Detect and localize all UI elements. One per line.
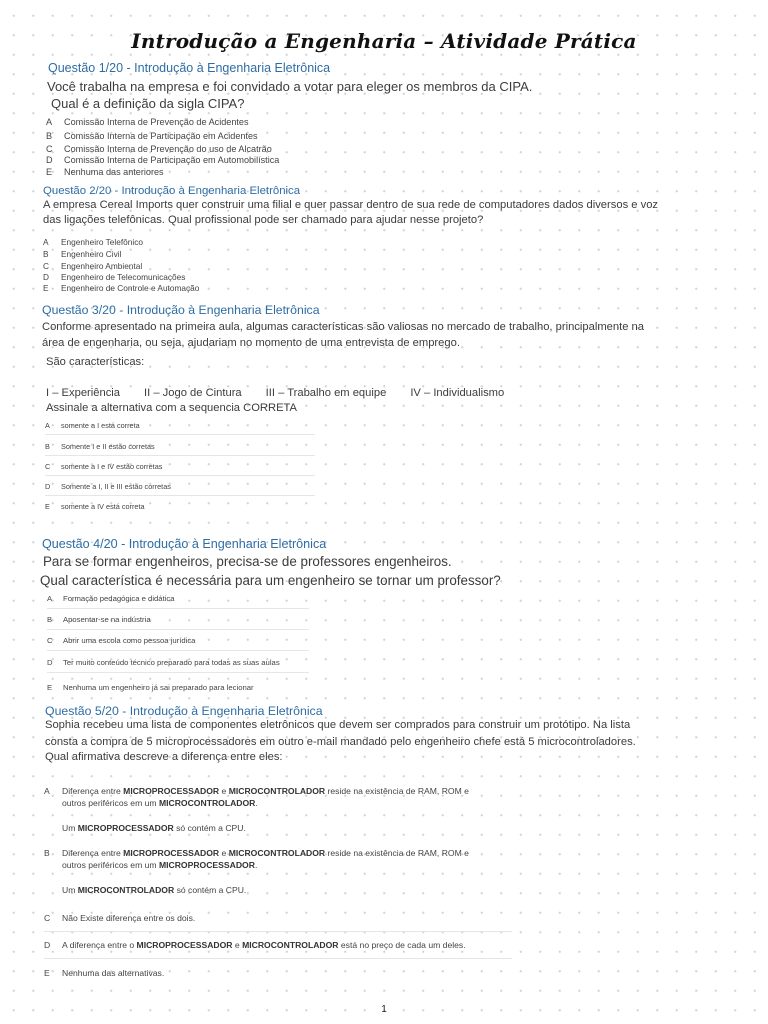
option-text: Comissão Interna de Prevenção do uso de Alcatrão [64,144,272,154]
question-1-header: Questão 1/20 - Introdução à Engenharia Eletrônica [48,61,331,75]
question-1-option-a[interactable] [46,117,249,127]
option-letter: C [43,261,49,271]
option-letter: B [46,131,53,141]
question-5-option-b-letter: B [44,848,50,858]
option-letter: A [45,421,50,430]
question-5-option-a-letter: A [44,786,50,796]
option-letter: C [44,913,51,923]
option-letter: C [47,636,53,645]
option-text: Somente a I, II e III estão corretas [61,482,171,491]
option-text: Nenhuma das anteriores [64,167,164,177]
option-letter: A [46,117,53,127]
item: III – Trabalho em equipe [265,387,387,399]
option-letter: C [45,462,51,471]
option-text: Nenhuma um engenheiro já sai preparado para lecionar [63,683,254,692]
option-text: Comissão Interna de Prevenção de Acidentes [64,117,249,127]
question-4-header: Questão 4/20 - Introdução à Engenharia Eletrônica [42,537,327,551]
question-5-text: Qual afirmativa descreve a diferença entre eles: [45,751,283,763]
item: IV – Individualismo [410,387,505,399]
option-line: outros periféricos em um MICROPROCESSADOR. [62,859,258,870]
question-2-option-a[interactable] [43,237,143,247]
question-2-text: das ligações telefônicas. Qual profissional pode ser chamado para ajudar nesse projeto? [43,214,484,226]
option-letter: B [43,249,49,259]
page-number: 1 [381,1004,387,1015]
option-text: Nenhuma das alternativas. [62,968,165,978]
question-5-option-b[interactable] [62,848,522,897]
question-1-text: Qual é a definição da sigla CIPA? [51,96,245,111]
option-text: Engenheiro de Controle e Automação [61,283,200,293]
question-3-option-d[interactable] [45,482,315,496]
question-3-option-e[interactable] [45,502,315,511]
option-letter: E [47,683,53,692]
question-5-text: consta a compra de 5 microprocessadores em outro e-mail mandado pelo engenheiro chefe está 5 microcontroladores. [45,736,636,748]
option-letter: D [46,155,53,165]
option-text: somente a I está correta [61,421,140,430]
question-1-option-c[interactable] [46,144,272,154]
option-line: outros periféricos em um MICROCONTROLADOR. [62,797,258,808]
option-line: Um MICROCONTROLADOR só contém a CPU. [62,885,247,895]
question-2-option-e[interactable] [43,283,199,293]
question-4-option-e[interactable] [47,683,309,692]
question-3-instruction: Assinale a alternativa com a sequencia CORRETA [46,402,298,414]
option-letter: C [46,144,53,154]
option-text: Formação pedagógica e didática [63,594,175,603]
option-text: Engenheiro de Telecomunicações [61,272,186,282]
option-text: Engenheiro Ambiental [61,261,143,271]
option-text: Engenheiro Telefônico [61,237,143,247]
question-5-option-c[interactable] [44,913,512,932]
question-4-option-d[interactable] [47,658,309,673]
question-3-items [46,387,528,399]
question-3-option-b[interactable] [45,442,315,456]
option-letter: D [43,272,49,282]
question-5-text: Sophia recebeu uma lista de componentes eletrônicos que devem ser comprados para construir um protótipo. Na lista [45,719,631,731]
question-4-option-a[interactable] [47,594,309,609]
question-3-text: Conforme apresentado na primeira aula, algumas características são valiosas no mercado de trabalho, principalmente na [42,321,644,333]
option-text: Comissão Interna de Participação em Automobilística [64,155,280,165]
item: II – Jogo de Cintura [144,387,242,399]
question-5-option-a[interactable] [62,786,522,835]
option-text: Ter muito conteúdo técnico preparado para todas as suas aulas [63,658,280,667]
question-3-option-a[interactable] [45,421,315,435]
option-line: Diferença entre MICROPROCESSADOR e MICROCONTROLADOR reside na existência de RAM, ROM e [62,848,469,858]
question-3-option-c[interactable] [45,462,315,476]
option-text: Comissão Interna de Participação em Acidentes [64,131,258,141]
option-letter: B [45,442,50,451]
option-letter: E [43,283,49,293]
option-letter: E [46,167,53,177]
option-text: A diferença entre o MICROPROCESSADOR e MICROCONTROLADOR está no preço de cada um deles. [62,940,466,950]
option-text: Abrir uma escola como pessoa jurídica [63,636,196,645]
option-line: Um MICROPROCESSADOR só contém a CPU. [62,823,246,833]
option-letter: D [45,482,51,491]
option-text: Somente I e II estão corretas [61,442,155,451]
question-2-text: A empresa Cereal Imports quer construir uma filial e quer passar dentro de sua rede de computadores dados diversos e voz [43,199,659,211]
question-2-option-b[interactable] [43,249,121,259]
question-2-option-d[interactable] [43,272,185,282]
question-1-text: Você trabalha na empresa e foi convidado a votar para eleger os membros da CIPA. [47,79,533,94]
option-letter: E [44,968,50,978]
option-letter: E [45,502,50,511]
question-3-subtext: São características: [46,356,145,368]
option-text: Engenheiro Civil [61,249,122,259]
question-1-option-d[interactable] [46,155,279,165]
question-2-header: Questão 2/20 - Introdução à Engenharia Eletrônica [43,185,301,197]
question-2-option-c[interactable] [43,261,142,271]
question-5-option-d[interactable] [44,940,512,959]
option-text: Aposentar-se na indústria [63,615,151,624]
option-text: somente a I e IV estão corretas [61,462,163,471]
question-1-option-e[interactable] [46,167,164,177]
question-4-option-c[interactable] [47,636,309,651]
question-3-text: área de engenharia, ou seja, ajudariam no momento de uma entrevista de emprego. [42,337,460,349]
option-text: Não Existe diferença entre os dois. [62,913,196,923]
question-4-option-b[interactable] [47,615,309,630]
option-letter: A [43,237,49,247]
option-letter: A [47,594,53,603]
option-letter: D [44,940,51,950]
page-title: Introdução a Engenharia – Atividade Prática [131,29,637,53]
option-line: Diferença entre MICROPROCESSADOR e MICROCONTROLADOR reside na existência de RAM, ROM e [62,786,469,796]
option-text: somente a IV está correta [61,502,145,511]
option-letter: D [47,658,53,667]
question-3-header: Questão 3/20 - Introdução à Engenharia Eletrônica [42,303,320,317]
question-5-option-e[interactable] [44,968,512,980]
question-5-header: Questão 5/20 - Introdução à Engenharia Eletrônica [45,704,323,718]
question-4-text: Para se formar engenheiros, precisa-se de professores engenheiros. [43,554,452,569]
question-1-option-b[interactable] [46,131,258,141]
option-letter: B [47,615,53,624]
item: I – Experiência [46,387,121,399]
question-4-text: Qual característica é necessária para um engenheiro se tornar um professor? [40,573,501,588]
